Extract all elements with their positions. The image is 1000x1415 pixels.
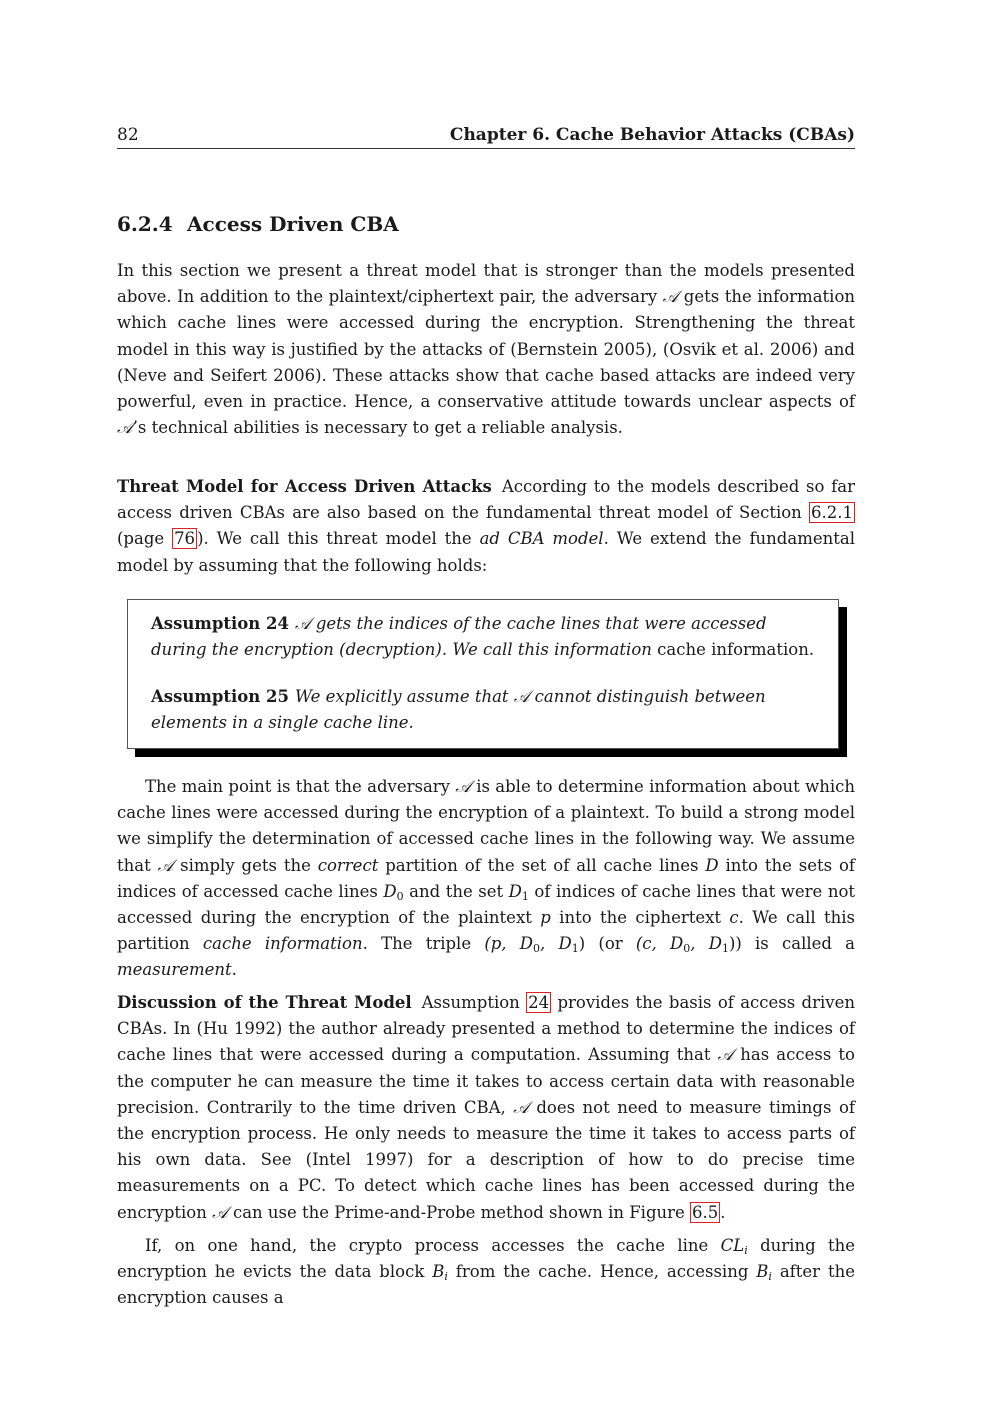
section-heading — [117, 210, 399, 238]
discussion-paragraph: Discussion of the Threat Model Assumption 24 provides the basis of access driven CBAs. In (Hu 1992) the author already presented a method to determine the indices of cache lines that were accessed during a computation. Assuming that 𝒜 has access to the computer he can measure the time it takes to access certain data with reasonable precision. Contrarily to the time driven CBA, 𝒜 does not need to measure timings of the encryption process. He only needs to measure the time it takes to access parts of his own data. See (Intel 1997) for a description of how to do precise time measurements on a PC. To detect which cache lines has been accessed during the encryption 𝒜 can use the Prime-and-Probe method shown in Figure 6.5 . — [117, 993, 855, 1222]
final-paragraph: If, on one hand, the crypto process accesses the cache line $CL_i$ during the encryption he evicts the data block $B_i$ from the cache. Hence, accessing $B_i$ after the encryption causes a — [117, 1236, 855, 1308]
section-number: 6.2.4 — [117, 212, 173, 236]
section-ref-link[interactable]: 6.2.1 — [811, 503, 853, 523]
threat-model-heading: Threat Model for Access Driven Attacks — [117, 477, 492, 496]
section-title: Access Driven CBA — [187, 212, 399, 236]
assumption-box — [127, 599, 839, 749]
assumption-24: Assumption 24 𝒜 gets the indices of the cache lines that were accessed during the encryption (decryption). We call this information cache information. — [151, 614, 815, 660]
discussion-heading: Discussion of the Threat Model — [117, 993, 412, 1012]
chapter-title: Chapter 6. Cache Behavior Attacks (CBAs) — [449, 125, 855, 145]
assumption-ref-link[interactable]: 24 — [528, 993, 550, 1012]
threat-model-paragraph: Threat Model for Access Driven Attacks According to the models described so far access driven CBAs are also based on the fundamental threat model of Section 6.2.1 (page 76 ). We call this threat model the ad CBA model. We extend the fundamental model by assuming that the following holds: — [117, 477, 855, 575]
figure-ref-link[interactable]: 6.5 — [692, 1202, 719, 1222]
assumption-25: Assumption 25 We explicitly assume that 𝒜 cannot distinguish between elements in a single cache line. — [151, 687, 766, 733]
page-ref-link[interactable]: 76 — [174, 529, 196, 549]
page-number: 82 — [117, 125, 139, 145]
running-header — [117, 123, 855, 149]
main-point-paragraph: The main point is that the adversary 𝒜 is able to determine information about which cache lines were accessed during the encryption of a plaintext. To build a strong model we simplify the determination of accessed cache lines in the following way. We assume that 𝒜 simply gets the correct partition of the set of all cache lines D into the sets of indices of accessed cache lines $D_0$ and the set $D_1$ of indices of cache lines that were not accessed during the encryption of the plaintext p into the ciphertext c. We call this partition cache information. The triple (p, $D_0$, $D_1$) (or (c, $D_0$, $D_1$)) is called a measurement. — [117, 777, 856, 980]
intro-paragraph: In this section we present a threat model that is stronger than the models presented above. In addition to the plaintext/ciphertext pair, the adversary 𝒜 gets the information which cache lines were accessed during the encryption. Strengthening the threat model in this way is justified by the attacks of (Bernstein 2005), (Osvik et al. 2006) and (Neve and Seifert 2006). These attacks show that cache based attacks are indeed very powerful, even in practice. Hence, a conservative attitude towards unclear aspects of 𝒜’s technical abilities is necessary to get a reliable analysis. — [117, 261, 856, 438]
